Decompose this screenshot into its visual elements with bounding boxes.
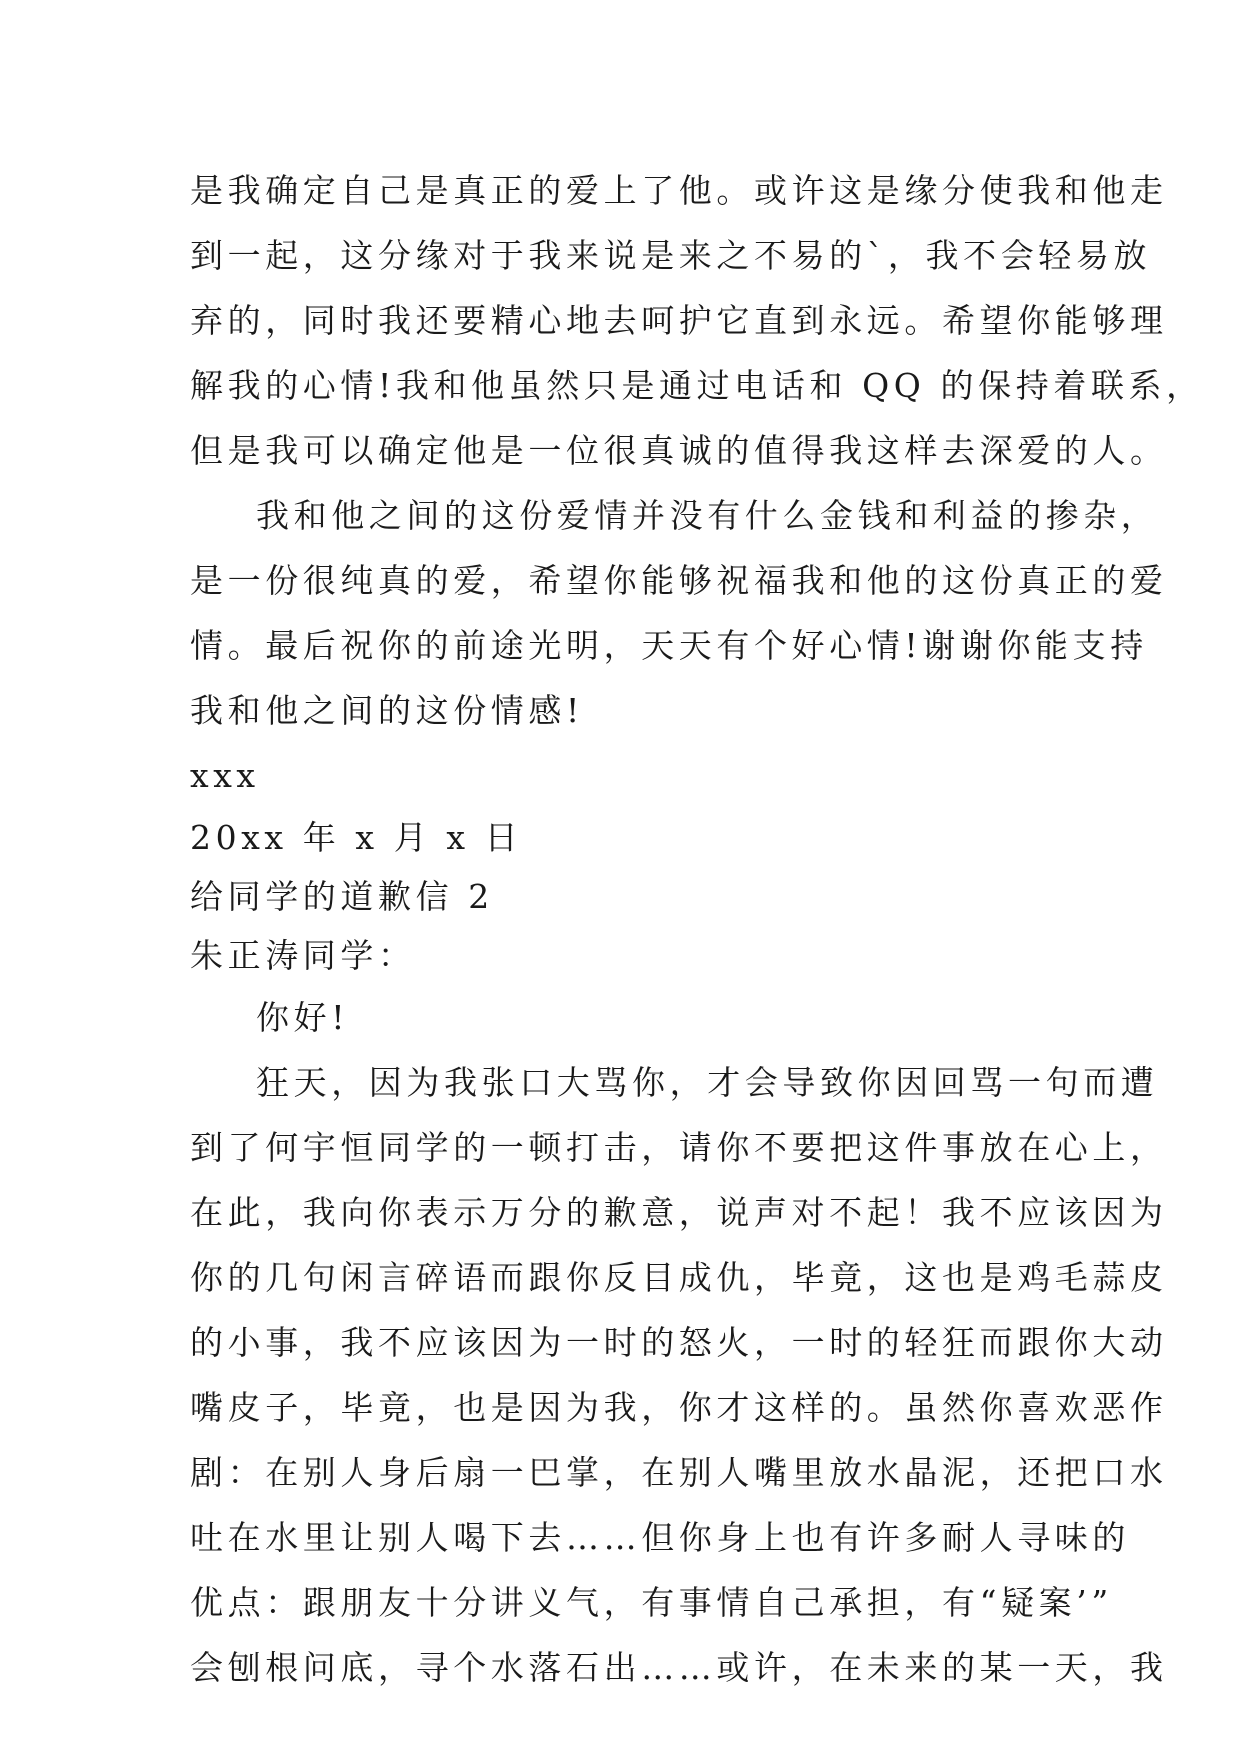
- text-line: 嘴皮子，毕竟，也是因为我，你才这样的。虽然你喜欢恶作: [190, 1388, 1168, 1427]
- text-line: 到了何宇恒同学的一顿打击，请你不要把这件事放在心上，: [190, 1128, 1168, 1167]
- text-line: 优点：跟朋友十分讲义气，有事情自己承担，有“疑案’”: [190, 1583, 1113, 1622]
- text-line: 在此，我向你表示万分的歉意，说声对不起！我不应该因为: [190, 1193, 1168, 1232]
- signature: xxx: [190, 756, 260, 795]
- salutation: 朱正涛同学：: [190, 936, 416, 975]
- text-line: 的小事，我不应该因为一时的怒火，一时的轻狂而跟你大动: [190, 1323, 1168, 1362]
- document-page: [190, 158, 1204, 1700]
- text-line: 吐在水里让别人喝下去……但你身上也有许多耐人寻味的: [190, 1518, 1130, 1557]
- text-line: 是一份很纯真的爱，希望你能够祝福我和他的这份真正的爱: [190, 561, 1168, 600]
- text-line: 剧：在别人身后扇一巴掌，在别人嘴里放水晶泥，还把口水: [190, 1453, 1168, 1492]
- text-line: 我和他之间的这份情感!: [190, 691, 584, 730]
- text-line: 你的几句闲言碎语而跟你反目成仇，毕竟，这也是鸡毛蒜皮: [190, 1258, 1168, 1297]
- text-line: 我和他之间的这份爱情并没有什么金钱和利益的掺杂，: [256, 496, 1159, 535]
- text-line: 是我确定自己是真正的爱上了他。或许这是缘分使我和他走: [190, 171, 1168, 210]
- letter-title: 给同学的道歉信 2: [190, 877, 494, 916]
- text-line: 到一起，这分缘对于我来说是来之不易的`，我不会轻易放: [190, 236, 1152, 275]
- text-line: 情。最后祝你的前途光明，天天有个好心情!谢谢你能支持: [190, 626, 1148, 665]
- date-line: 20xx 年 x 月 x 日: [190, 818, 523, 857]
- greeting: 你好!: [256, 998, 350, 1037]
- text-line: 解我的心情!我和他虽然只是通过电话和 QQ 的保持着联系，: [190, 366, 1204, 405]
- text-line: 会刨根问底，寻个水落石出……或许，在未来的某一天，我: [190, 1648, 1168, 1687]
- text-line: 狂天，因为我张口大骂你，才会导致你因回骂一句而遭: [256, 1063, 1159, 1102]
- text-line: 但是我可以确定他是一位很真诚的值得我这样去深爱的人。: [190, 431, 1168, 470]
- text-line: 弃的，同时我还要精心地去呵护它直到永远。希望你能够理: [190, 301, 1168, 340]
